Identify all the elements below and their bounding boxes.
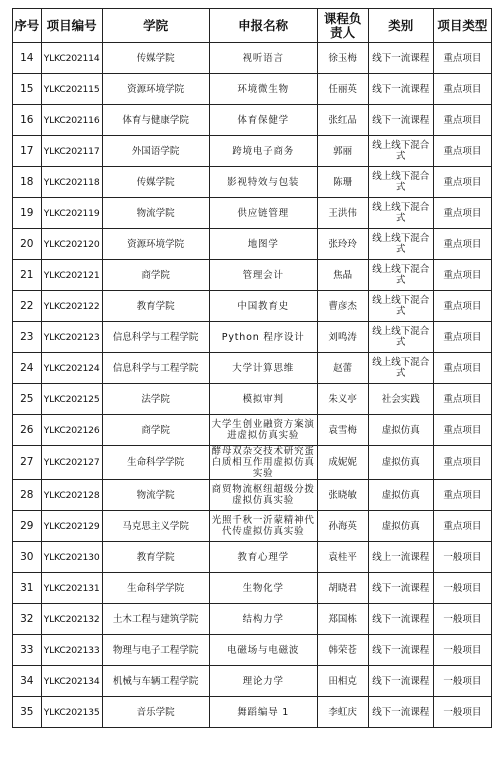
row-project-name: 大学计算思维 <box>209 353 317 384</box>
header-row <box>13 9 492 43</box>
header-code: 项目编号 <box>41 9 102 43</box>
row-seq: 34 <box>13 666 42 697</box>
table-body <box>13 43 492 728</box>
row-code: YLKC202124 <box>41 353 102 384</box>
table-row <box>13 353 492 384</box>
header-category: 类别 <box>368 9 433 43</box>
row-project-name: 环境微生物 <box>209 74 317 105</box>
row-college: 机械与车辆工程学院 <box>102 666 209 697</box>
row-category: 线下一流课程 <box>368 74 433 105</box>
row-code: YLKC202119 <box>41 198 102 229</box>
row-project-type: 一般项目 <box>433 542 491 573</box>
row-seq: 19 <box>13 198 42 229</box>
row-category: 线上线下混合式 <box>368 136 433 167</box>
row-seq: 29 <box>13 511 42 542</box>
row-project-type: 重点项目 <box>433 167 491 198</box>
row-seq: 18 <box>13 167 42 198</box>
row-course-lead: 刘鸣涛 <box>317 322 368 353</box>
row-code: YLKC202116 <box>41 105 102 136</box>
row-course-lead: 赵蕾 <box>317 353 368 384</box>
row-college: 资源环境学院 <box>102 74 209 105</box>
row-project-type: 重点项目 <box>433 74 491 105</box>
row-category: 线上线下混合式 <box>368 229 433 260</box>
row-seq: 17 <box>13 136 42 167</box>
row-seq: 16 <box>13 105 42 136</box>
row-college: 体育与健康学院 <box>102 105 209 136</box>
row-category: 虚拟仿真 <box>368 446 433 480</box>
table-row <box>13 635 492 666</box>
row-category: 虚拟仿真 <box>368 415 433 446</box>
table-row <box>13 697 492 728</box>
row-project-type: 重点项目 <box>433 353 491 384</box>
row-seq: 20 <box>13 229 42 260</box>
row-project-name: 中国教育史 <box>209 291 317 322</box>
row-seq: 31 <box>13 573 42 604</box>
row-category: 线上线下混合式 <box>368 167 433 198</box>
row-category: 线上线下混合式 <box>368 322 433 353</box>
row-category: 线下一流课程 <box>368 604 433 635</box>
row-course-lead: 胡晓君 <box>317 573 368 604</box>
row-code: YLKC202125 <box>41 384 102 415</box>
row-project-type: 一般项目 <box>433 666 491 697</box>
row-project-name: 供应链管理 <box>209 198 317 229</box>
row-project-type: 重点项目 <box>433 291 491 322</box>
row-project-name: 理论力学 <box>209 666 317 697</box>
row-code: YLKC202134 <box>41 666 102 697</box>
header-course-lead: 课程负责人 <box>317 9 368 43</box>
header-project-type: 项目类型 <box>433 9 491 43</box>
row-college: 外国语学院 <box>102 136 209 167</box>
row-course-lead: 曹彦杰 <box>317 291 368 322</box>
row-project-name: 影视特效与包装 <box>209 167 317 198</box>
row-category: 线上一流课程 <box>368 542 433 573</box>
row-project-type: 重点项目 <box>433 136 491 167</box>
row-category: 线上线下混合式 <box>368 291 433 322</box>
row-code: YLKC202122 <box>41 291 102 322</box>
row-category: 线下一流课程 <box>368 105 433 136</box>
row-course-lead: 郑国栋 <box>317 604 368 635</box>
row-project-type: 重点项目 <box>433 511 491 542</box>
row-project-type: 重点项目 <box>433 198 491 229</box>
row-course-lead: 孙海英 <box>317 511 368 542</box>
row-seq: 30 <box>13 542 42 573</box>
row-seq: 32 <box>13 604 42 635</box>
row-college: 物流学院 <box>102 480 209 511</box>
project-table <box>12 8 492 728</box>
row-seq: 15 <box>13 74 42 105</box>
row-project-type: 一般项目 <box>433 604 491 635</box>
row-code: YLKC202118 <box>41 167 102 198</box>
row-seq: 23 <box>13 322 42 353</box>
row-code: YLKC202135 <box>41 697 102 728</box>
row-code: YLKC202132 <box>41 604 102 635</box>
row-category: 线下一流课程 <box>368 635 433 666</box>
row-project-name: 跨境电子商务 <box>209 136 317 167</box>
table-row <box>13 542 492 573</box>
row-project-type: 一般项目 <box>433 573 491 604</box>
row-project-name: 模拟审判 <box>209 384 317 415</box>
table-row <box>13 260 492 291</box>
row-category: 线上线下混合式 <box>368 353 433 384</box>
row-seq: 21 <box>13 260 42 291</box>
row-course-lead: 张晓敏 <box>317 480 368 511</box>
row-code: YLKC202114 <box>41 43 102 74</box>
row-project-name: 生物化学 <box>209 573 317 604</box>
row-code: YLKC202131 <box>41 573 102 604</box>
row-college: 传媒学院 <box>102 167 209 198</box>
row-project-type: 重点项目 <box>433 105 491 136</box>
row-project-name: 视听语言 <box>209 43 317 74</box>
row-course-lead: 张玲玲 <box>317 229 368 260</box>
row-seq: 22 <box>13 291 42 322</box>
row-project-type: 重点项目 <box>433 322 491 353</box>
row-category: 社会实践 <box>368 384 433 415</box>
table-row <box>13 511 492 542</box>
row-course-lead: 张红品 <box>317 105 368 136</box>
row-category: 虚拟仿真 <box>368 511 433 542</box>
row-college: 音乐学院 <box>102 697 209 728</box>
table-row <box>13 105 492 136</box>
row-project-name: Python 程序设计 <box>209 322 317 353</box>
row-code: YLKC202120 <box>41 229 102 260</box>
row-college: 传媒学院 <box>102 43 209 74</box>
row-project-name: 酵母双杂交技术研究蛋白质相互作用虚拟仿真实验 <box>209 446 317 480</box>
row-code: YLKC202121 <box>41 260 102 291</box>
row-project-name: 教育心理学 <box>209 542 317 573</box>
table-row <box>13 291 492 322</box>
row-college: 土木工程与建筑学院 <box>102 604 209 635</box>
row-college: 信息科学与工程学院 <box>102 322 209 353</box>
row-college: 资源环境学院 <box>102 229 209 260</box>
table-row <box>13 167 492 198</box>
header-college: 学院 <box>102 9 209 43</box>
row-seq: 14 <box>13 43 42 74</box>
row-project-type: 重点项目 <box>433 415 491 446</box>
row-course-lead: 朱义亭 <box>317 384 368 415</box>
table-row <box>13 198 492 229</box>
row-course-lead: 成妮妮 <box>317 446 368 480</box>
table-row <box>13 322 492 353</box>
table-row <box>13 415 492 446</box>
row-project-type: 重点项目 <box>433 384 491 415</box>
row-project-name: 商贸物流枢纽超级分拨虚拟仿真实验 <box>209 480 317 511</box>
row-code: YLKC202133 <box>41 635 102 666</box>
row-course-lead: 徐玉梅 <box>317 43 368 74</box>
row-project-type: 重点项目 <box>433 43 491 74</box>
row-category: 虚拟仿真 <box>368 480 433 511</box>
row-course-lead: 王洪伟 <box>317 198 368 229</box>
row-seq: 28 <box>13 480 42 511</box>
header-seq: 序号 <box>13 9 42 43</box>
header-project-name: 申报名称 <box>209 9 317 43</box>
table-row <box>13 74 492 105</box>
row-code: YLKC202127 <box>41 446 102 480</box>
table-row <box>13 43 492 74</box>
row-project-name: 地图学 <box>209 229 317 260</box>
row-course-lead: 李虹庆 <box>317 697 368 728</box>
row-college: 教育学院 <box>102 291 209 322</box>
row-project-name: 结构力学 <box>209 604 317 635</box>
table-row <box>13 136 492 167</box>
row-project-type: 重点项目 <box>433 446 491 480</box>
row-code: YLKC202115 <box>41 74 102 105</box>
row-category: 线上线下混合式 <box>368 260 433 291</box>
row-project-type: 一般项目 <box>433 697 491 728</box>
row-seq: 33 <box>13 635 42 666</box>
row-seq: 35 <box>13 697 42 728</box>
row-project-type: 重点项目 <box>433 229 491 260</box>
table-row <box>13 604 492 635</box>
row-code: YLKC202117 <box>41 136 102 167</box>
row-seq: 27 <box>13 446 42 480</box>
row-category: 线下一流课程 <box>368 43 433 74</box>
table-row <box>13 229 492 260</box>
row-code: YLKC202130 <box>41 542 102 573</box>
row-project-type: 重点项目 <box>433 480 491 511</box>
row-college: 商学院 <box>102 415 209 446</box>
row-seq: 26 <box>13 415 42 446</box>
row-category: 线上线下混合式 <box>368 198 433 229</box>
row-course-lead: 袁雪梅 <box>317 415 368 446</box>
row-code: YLKC202128 <box>41 480 102 511</box>
table-row <box>13 666 492 697</box>
row-seq: 24 <box>13 353 42 384</box>
row-code: YLKC202123 <box>41 322 102 353</box>
row-course-lead: 田相克 <box>317 666 368 697</box>
row-college: 物理与电子工程学院 <box>102 635 209 666</box>
row-project-name: 光照千秋一沂蒙精神代代传虚拟仿真实验 <box>209 511 317 542</box>
row-seq: 25 <box>13 384 42 415</box>
row-college: 马克思主义学院 <box>102 511 209 542</box>
row-category: 线下一流课程 <box>368 697 433 728</box>
row-course-lead: 郭丽 <box>317 136 368 167</box>
table-row <box>13 480 492 511</box>
row-college: 生命科学学院 <box>102 573 209 604</box>
row-college: 生命科学学院 <box>102 446 209 480</box>
table-row <box>13 384 492 415</box>
row-code: YLKC202129 <box>41 511 102 542</box>
row-college: 信息科学与工程学院 <box>102 353 209 384</box>
row-college: 教育学院 <box>102 542 209 573</box>
row-project-name: 体育保健学 <box>209 105 317 136</box>
row-project-type: 重点项目 <box>433 260 491 291</box>
row-project-type: 一般项目 <box>433 635 491 666</box>
row-course-lead: 焦晶 <box>317 260 368 291</box>
row-college: 法学院 <box>102 384 209 415</box>
row-course-lead: 陈珊 <box>317 167 368 198</box>
table-row <box>13 573 492 604</box>
row-project-name: 管理会计 <box>209 260 317 291</box>
row-code: YLKC202126 <box>41 415 102 446</box>
row-course-lead: 韩荣苍 <box>317 635 368 666</box>
row-category: 线下一流课程 <box>368 573 433 604</box>
row-college: 商学院 <box>102 260 209 291</box>
row-project-name: 大学生创业融资方案演进虚拟仿真实验 <box>209 415 317 446</box>
row-category: 线下一流课程 <box>368 666 433 697</box>
row-project-name: 电磁场与电磁波 <box>209 635 317 666</box>
row-project-name: 舞蹈编导 1 <box>209 697 317 728</box>
table-row <box>13 446 492 480</box>
row-college: 物流学院 <box>102 198 209 229</box>
row-course-lead: 袁桂平 <box>317 542 368 573</box>
row-course-lead: 任丽英 <box>317 74 368 105</box>
